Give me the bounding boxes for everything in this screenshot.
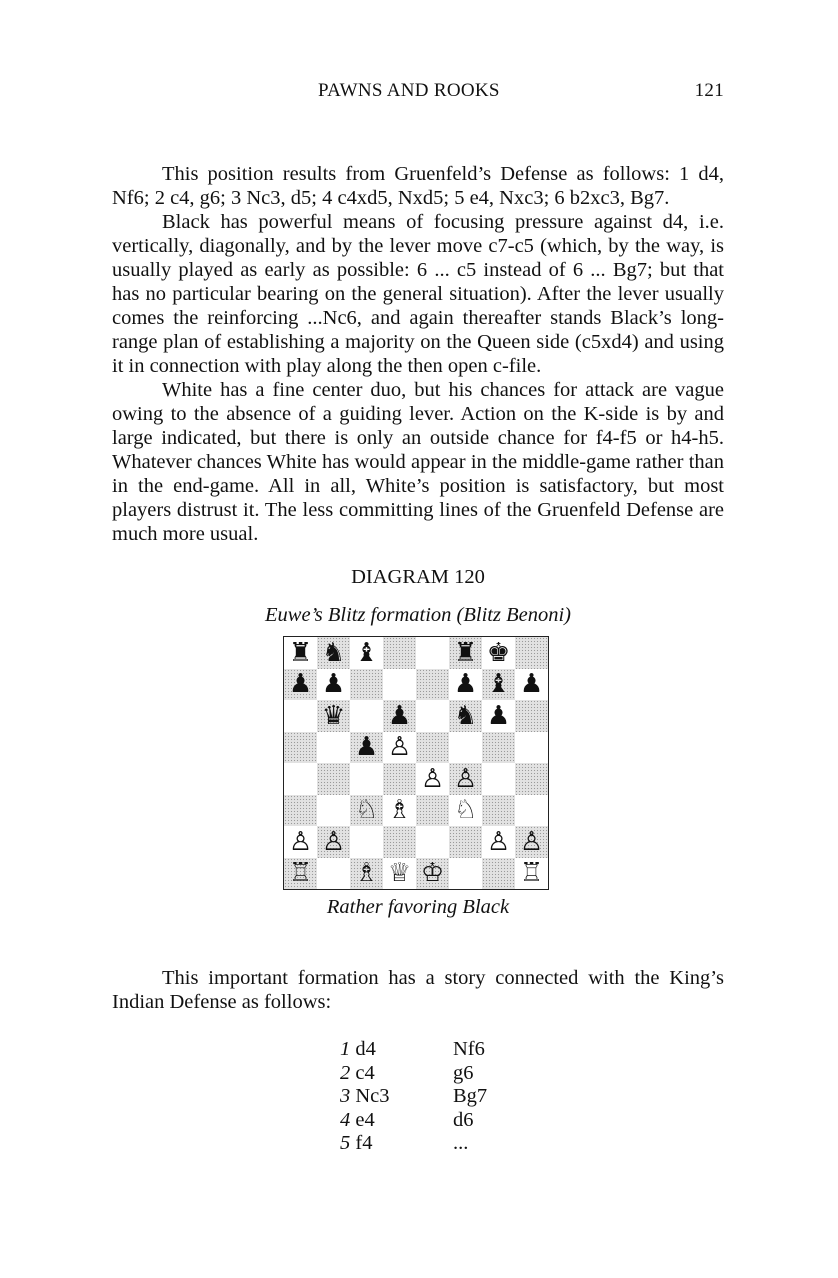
square-e5 (416, 732, 449, 764)
black-move: Bg7 (453, 1085, 488, 1107)
paragraph-1: This position results from Gruenfeld’s Defense as follows: 1 d4, Nf6; 2 c4, g6; 3 Nc3, d5; 4 c4xd5, Nxd5; 5 e4, Nxc3; 6 b2xc3, Bg7. (112, 163, 724, 209)
square-h6 (515, 700, 548, 732)
white-move: e4 (355, 1108, 375, 1131)
square-e3 (416, 795, 449, 827)
move-number: 2 (340, 1061, 351, 1084)
square-e1: ♔ (416, 858, 449, 890)
square-b8: ♞ (317, 637, 350, 669)
square-c4 (350, 763, 383, 795)
square-f8: ♜ (449, 637, 482, 669)
square-f6: ♞ (449, 700, 482, 732)
black-move: g6 (453, 1061, 474, 1084)
square-h2: ♙ (515, 826, 548, 858)
square-d4 (383, 763, 416, 795)
move-row (340, 1132, 487, 1156)
square-d1: ♕ (383, 858, 416, 890)
square-c7 (350, 669, 383, 701)
square-f1 (449, 858, 482, 890)
square-h1: ♖ (515, 858, 548, 890)
square-d8 (383, 637, 416, 669)
white-move: d4 (355, 1038, 376, 1060)
square-b5 (317, 732, 350, 764)
square-h8 (515, 637, 548, 669)
square-b7: ♟ (317, 669, 350, 701)
square-c8: ♝ (350, 637, 383, 669)
square-h5 (515, 732, 548, 764)
running-title: PAWNS AND ROOKS (318, 80, 500, 101)
square-e2 (416, 826, 449, 858)
square-b4 (317, 763, 350, 795)
white-move: Nc3 (355, 1085, 390, 1107)
move-number: 4 (340, 1108, 351, 1131)
move-number: 1 (340, 1038, 351, 1060)
square-f7: ♟ (449, 669, 482, 701)
diagram-caption: Rather favoring Black (326, 896, 510, 918)
move-row (340, 1085, 487, 1109)
move-number: 5 (340, 1132, 351, 1154)
square-a6 (284, 700, 317, 732)
square-a1: ♖ (284, 858, 317, 890)
square-d2 (383, 826, 416, 858)
square-c3: ♘ (350, 795, 383, 827)
square-a8: ♜ (284, 637, 317, 669)
square-h3 (515, 795, 548, 827)
body-text-top (112, 162, 724, 546)
paragraph-3: White has a fine center duo, but his chances for attack are vague owing to the absence of a guiding lever. Action on the K-side is by and large indicated, but there is only an outside chance for f4-f5 or h4-h5. Whatever chances White has would appear in the middle-game rather than in the end-game. All in all, White’s position is satisfactory, but most players distrust it. The less committing lines of the Gruenfeld Defense are much more usual. (112, 379, 724, 545)
square-b3 (317, 795, 350, 827)
diagram-title: DIAGRAM 120 (351, 566, 485, 588)
square-g4 (482, 763, 515, 795)
square-f5 (449, 732, 482, 764)
black-move: d6 (453, 1108, 474, 1131)
square-a3 (284, 795, 317, 827)
square-g1 (482, 858, 515, 890)
paragraph-4: This important formation has a story connected with the King’s Indian Defense as follows: (112, 967, 724, 1013)
square-f2 (449, 826, 482, 858)
square-h4 (515, 763, 548, 795)
chess-board-diagram (283, 636, 549, 890)
square-a5 (284, 732, 317, 764)
square-c5: ♟ (350, 732, 383, 764)
page-number: 121 (694, 80, 724, 101)
move-row (340, 1038, 487, 1062)
square-e6 (416, 700, 449, 732)
diagram-subtitle: Euwe’s Blitz formation (Blitz Benoni) (265, 604, 571, 626)
move-row (340, 1109, 487, 1133)
paragraph-2: Black has powerful means of focusing pressure against d4, i.e. vertically, diagonally, and by the lever move c7-c5 (which, by the way, is usually played as early as possible: 6 ... c5 instead of 6 ... Bg7; but that has no particular bearing on the general situation). After the lever usually comes the reinforcing ...Nc6, and again thereafter stands Black’s long-range plan of establishing a majority on the Queen side (c5xd4) and using it in connection with play along the then open c-file. (112, 211, 724, 377)
square-f4: ♙ (449, 763, 482, 795)
square-g8: ♚ (482, 637, 515, 669)
square-g7: ♝ (482, 669, 515, 701)
white-move: c4 (355, 1061, 375, 1084)
square-d7 (383, 669, 416, 701)
move-list (340, 1038, 487, 1156)
square-f3: ♘ (449, 795, 482, 827)
square-h7: ♟ (515, 669, 548, 701)
square-d3: ♗ (383, 795, 416, 827)
square-c6 (350, 700, 383, 732)
square-g2: ♙ (482, 826, 515, 858)
move-number: 3 (340, 1085, 351, 1107)
square-e8 (416, 637, 449, 669)
square-a4 (284, 763, 317, 795)
body-text-bottom (112, 966, 724, 1014)
square-c2 (350, 826, 383, 858)
square-b2: ♙ (317, 826, 350, 858)
black-move: ... (453, 1132, 469, 1154)
square-e4: ♙ (416, 763, 449, 795)
square-b1 (317, 858, 350, 890)
square-g5 (482, 732, 515, 764)
square-g6: ♟ (482, 700, 515, 732)
white-move: f4 (355, 1132, 373, 1154)
square-d6: ♟ (383, 700, 416, 732)
square-c1: ♗ (350, 858, 383, 890)
square-a2: ♙ (284, 826, 317, 858)
move-row (340, 1062, 487, 1086)
black-move: Nf6 (453, 1038, 485, 1060)
square-b6: ♛ (317, 700, 350, 732)
square-d5: ♙ (383, 732, 416, 764)
square-a7: ♟ (284, 669, 317, 701)
square-e7 (416, 669, 449, 701)
square-g3 (482, 795, 515, 827)
